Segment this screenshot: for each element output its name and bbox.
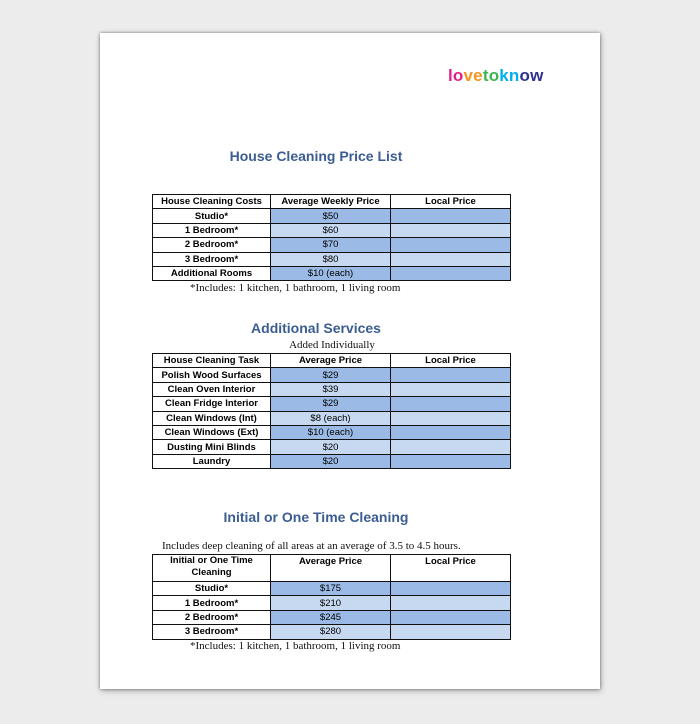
row-task: Polish Wood Surfaces bbox=[153, 368, 271, 382]
logo-part-3: to bbox=[482, 66, 500, 85]
table-row bbox=[153, 454, 511, 468]
header-average-price: Average Price bbox=[271, 555, 391, 582]
row-local-price[interactable] bbox=[391, 266, 511, 280]
table-row bbox=[153, 610, 511, 624]
initial-footnote: *Includes: 1 kitchen, 1 bathroom, 1 living room bbox=[190, 640, 401, 652]
row-task: 1 Bedroom* bbox=[153, 223, 271, 237]
table-row bbox=[153, 238, 511, 252]
table-row bbox=[153, 596, 511, 610]
row-task: Clean Fridge Interior bbox=[153, 397, 271, 411]
row-local-price[interactable] bbox=[391, 582, 511, 596]
row-task: Additional Rooms bbox=[153, 266, 271, 280]
table-row bbox=[153, 397, 511, 411]
row-price: $50 bbox=[271, 209, 391, 223]
row-local-price[interactable] bbox=[391, 425, 511, 439]
initial-cleaning-table bbox=[152, 554, 511, 640]
table-row bbox=[153, 625, 511, 639]
row-price: $280 bbox=[271, 625, 391, 639]
table-row bbox=[153, 368, 511, 382]
row-task: Clean Windows (Int) bbox=[153, 411, 271, 425]
row-price: $175 bbox=[271, 582, 391, 596]
row-local-price[interactable] bbox=[391, 440, 511, 454]
row-local-price[interactable] bbox=[391, 397, 511, 411]
row-local-price[interactable] bbox=[391, 238, 511, 252]
row-local-price[interactable] bbox=[391, 411, 511, 425]
row-task: 3 Bedroom* bbox=[153, 625, 271, 639]
row-price: $20 bbox=[271, 454, 391, 468]
row-task: Laundry bbox=[153, 454, 271, 468]
row-task: Studio* bbox=[153, 582, 271, 596]
header-local-price: Local Price bbox=[391, 354, 511, 368]
header-task: House Cleaning Task bbox=[153, 354, 271, 368]
row-task: Clean Oven Interior bbox=[153, 382, 271, 396]
table-header-row bbox=[153, 354, 511, 368]
table-row bbox=[153, 440, 511, 454]
row-local-price[interactable] bbox=[391, 252, 511, 266]
row-price: $39 bbox=[271, 382, 391, 396]
row-local-price[interactable] bbox=[391, 382, 511, 396]
row-local-price[interactable] bbox=[391, 454, 511, 468]
initial-cleaning-intro: Includes deep cleaning of all areas at an average of 3.5 to 4.5 hours. bbox=[162, 540, 461, 552]
row-price: $10 (each) bbox=[271, 266, 391, 280]
additional-services-subtitle: Added Individually bbox=[289, 339, 375, 351]
row-local-price[interactable] bbox=[391, 209, 511, 223]
header-local-price: Local Price bbox=[391, 195, 511, 209]
lovetoknow-logo bbox=[448, 66, 544, 86]
row-task: Studio* bbox=[153, 209, 271, 223]
row-task: 2 Bedroom* bbox=[153, 610, 271, 624]
initial-cleaning-title: Initial or One Time Cleaning bbox=[223, 509, 409, 525]
header-local-price: Local Price bbox=[391, 555, 511, 582]
table-row bbox=[153, 411, 511, 425]
row-price: $20 bbox=[271, 440, 391, 454]
additional-services-table bbox=[152, 353, 511, 469]
row-task: Dusting Mini Blinds bbox=[153, 440, 271, 454]
logo-part-2: ve bbox=[463, 66, 483, 85]
row-price: $210 bbox=[271, 596, 391, 610]
row-local-price[interactable] bbox=[391, 596, 511, 610]
row-price: $10 (each) bbox=[271, 425, 391, 439]
row-price: $80 bbox=[271, 252, 391, 266]
row-task: 2 Bedroom* bbox=[153, 238, 271, 252]
logo-part-1: lo bbox=[448, 66, 464, 85]
row-price: $70 bbox=[271, 238, 391, 252]
row-task: 3 Bedroom* bbox=[153, 252, 271, 266]
logo-part-5: ow bbox=[519, 66, 544, 85]
row-task: Clean Windows (Ext) bbox=[153, 425, 271, 439]
weekly-price-table bbox=[152, 194, 511, 281]
table-row bbox=[153, 223, 511, 237]
header-average-price: Average Price bbox=[271, 354, 391, 368]
table-row bbox=[153, 252, 511, 266]
row-price: $245 bbox=[271, 610, 391, 624]
table-row bbox=[153, 425, 511, 439]
header-average-price: Average Weekly Price bbox=[271, 195, 391, 209]
row-price: $60 bbox=[271, 223, 391, 237]
table-row bbox=[153, 382, 511, 396]
row-price: $29 bbox=[271, 397, 391, 411]
row-task: 1 Bedroom* bbox=[153, 596, 271, 610]
logo-part-4: kn bbox=[499, 66, 520, 85]
weekly-footnote: *Includes: 1 kitchen, 1 bathroom, 1 living room bbox=[190, 282, 401, 294]
row-local-price[interactable] bbox=[391, 625, 511, 639]
row-local-price[interactable] bbox=[391, 368, 511, 382]
table-row bbox=[153, 266, 511, 280]
row-price: $29 bbox=[271, 368, 391, 382]
table-header-row bbox=[153, 195, 511, 209]
table-header-row bbox=[153, 555, 511, 582]
document-page bbox=[100, 33, 600, 689]
header-task: House Cleaning Costs bbox=[153, 195, 271, 209]
table-row bbox=[153, 582, 511, 596]
row-price: $8 (each) bbox=[271, 411, 391, 425]
header-task: Initial or One Time Cleaning bbox=[153, 555, 271, 582]
additional-services-title: Additional Services bbox=[251, 320, 381, 336]
table-row bbox=[153, 209, 511, 223]
row-local-price[interactable] bbox=[391, 610, 511, 624]
weekly-price-title: House Cleaning Price List bbox=[229, 148, 403, 164]
row-local-price[interactable] bbox=[391, 223, 511, 237]
